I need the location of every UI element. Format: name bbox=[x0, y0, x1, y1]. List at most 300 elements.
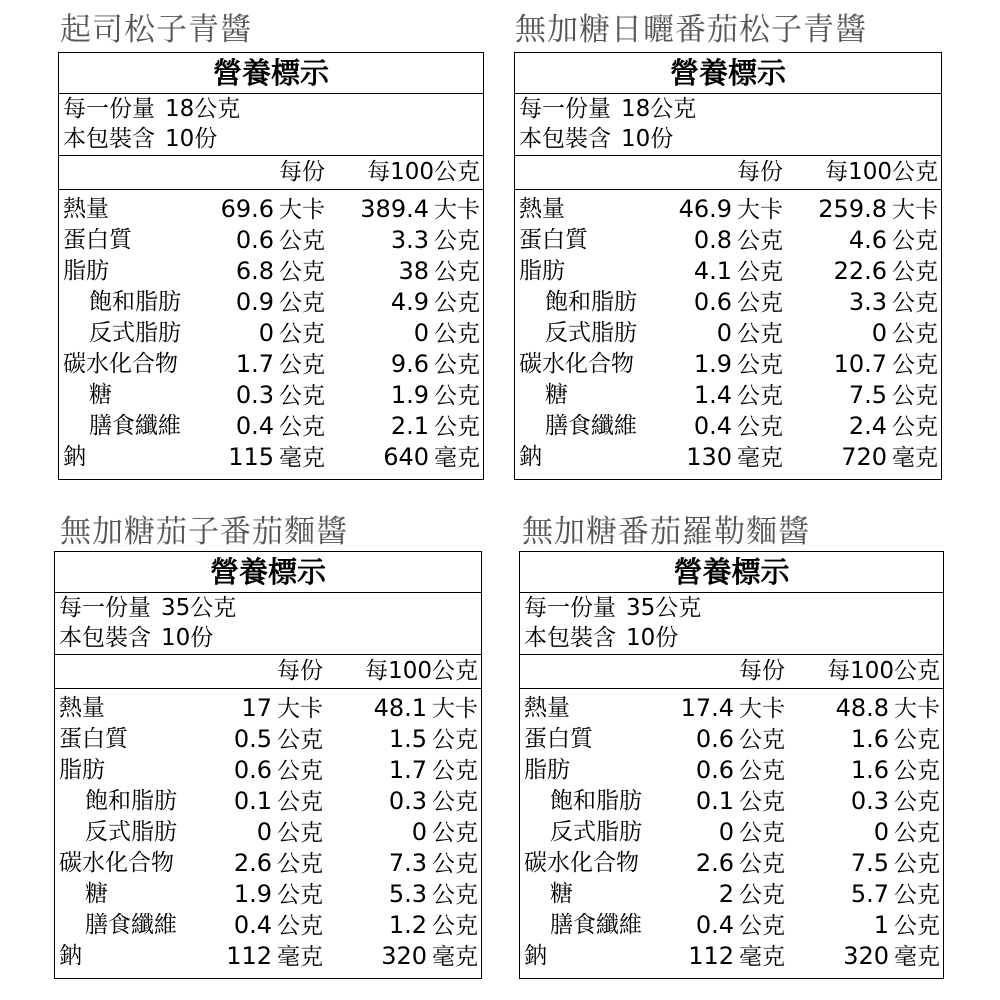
per-serving-unit: 公克 bbox=[737, 228, 783, 254]
per-100g-number: 320 bbox=[381, 942, 427, 970]
nutrient-row bbox=[520, 910, 943, 941]
per-serving-value bbox=[696, 786, 785, 818]
per-serving-number: 0.1 bbox=[695, 787, 734, 815]
per-serving-number: 4.1 bbox=[693, 257, 732, 285]
per-serving-value bbox=[259, 318, 325, 350]
per-100g-unit: 公克 bbox=[894, 882, 940, 908]
per-100g-value bbox=[383, 442, 480, 474]
per-100g-number: 2.4 bbox=[848, 412, 887, 440]
per-serving-number: 17.4 bbox=[680, 694, 734, 722]
per-100g-unit: 公克 bbox=[894, 851, 940, 877]
nutrition-header: 營養標示 bbox=[520, 552, 943, 593]
servings-per-pack-value: 10份 bbox=[165, 126, 218, 152]
product-title: 無加糖番茄羅勒麵醬 bbox=[522, 514, 810, 550]
per-serving-unit: 大卡 bbox=[739, 696, 785, 722]
nutrition-label-panel bbox=[54, 551, 482, 979]
per-100g-value bbox=[851, 724, 940, 756]
per-serving-unit: 公克 bbox=[739, 851, 785, 877]
per-serving-value bbox=[696, 848, 785, 880]
serving-size-row bbox=[59, 94, 483, 124]
per-serving-unit: 公克 bbox=[739, 913, 785, 939]
per-100g-number: 48.1 bbox=[373, 694, 427, 722]
serving-size-value: 18公克 bbox=[621, 96, 697, 122]
nutrient-row bbox=[59, 442, 483, 473]
nutrient-label: 鈉 bbox=[63, 444, 86, 470]
per-serving-value bbox=[717, 318, 783, 350]
per-serving-value bbox=[257, 817, 323, 849]
serving-size-row bbox=[515, 94, 941, 124]
per-100g-value bbox=[389, 786, 478, 818]
per-serving-value bbox=[234, 879, 323, 911]
product-title: 無加糖日曬番茄松子青醬 bbox=[515, 12, 867, 48]
per-serving-number: 0 bbox=[716, 319, 732, 347]
per-100g-number: 1.2 bbox=[388, 911, 427, 939]
per-100g-unit: 毫克 bbox=[894, 944, 940, 970]
per-100g-unit: 公克 bbox=[432, 820, 478, 846]
per-serving-unit: 公克 bbox=[279, 383, 325, 409]
per-100g-unit: 公克 bbox=[892, 259, 938, 285]
per-serving-number: 130 bbox=[686, 443, 732, 471]
column-per-serving: 每份 bbox=[279, 159, 325, 185]
per-100g-value bbox=[414, 318, 480, 350]
per-serving-unit: 公克 bbox=[739, 789, 785, 815]
per-100g-value bbox=[381, 941, 478, 973]
per-100g-unit: 公克 bbox=[894, 913, 940, 939]
per-100g-unit: 公克 bbox=[892, 414, 938, 440]
per-100g-number: 0 bbox=[413, 319, 429, 347]
per-serving-unit: 公克 bbox=[737, 352, 783, 378]
nutrient-row bbox=[55, 910, 481, 941]
nutrient-label: 飽和脂肪 bbox=[85, 788, 177, 814]
per-serving-number: 112 bbox=[226, 942, 272, 970]
per-100g-unit: 公克 bbox=[434, 414, 480, 440]
column-per-100g: 每100公克 bbox=[827, 658, 940, 684]
per-serving-value bbox=[719, 817, 785, 849]
per-serving-number: 0.4 bbox=[693, 412, 732, 440]
column-per-serving: 每份 bbox=[739, 658, 785, 684]
per-serving-number: 1.9 bbox=[233, 880, 272, 908]
per-serving-value bbox=[228, 442, 325, 474]
per-100g-number: 4.6 bbox=[848, 226, 887, 254]
per-serving-value bbox=[719, 879, 785, 911]
per-100g-unit: 公克 bbox=[894, 758, 940, 784]
per-100g-value bbox=[841, 442, 938, 474]
per-100g-number: 1.6 bbox=[850, 725, 889, 753]
nutrient-row bbox=[55, 817, 481, 848]
per-serving-value bbox=[694, 349, 783, 381]
per-serving-value bbox=[241, 693, 323, 725]
per-100g-value bbox=[849, 287, 938, 319]
nutrient-row bbox=[55, 693, 481, 724]
servings-per-pack-row bbox=[55, 623, 481, 653]
per-serving-unit: 公克 bbox=[739, 820, 785, 846]
per-100g-value bbox=[391, 349, 480, 381]
per-100g-unit: 公克 bbox=[434, 259, 480, 285]
nutrient-row bbox=[515, 318, 941, 349]
nutrient-row bbox=[59, 194, 483, 225]
per-100g-number: 4.9 bbox=[390, 288, 429, 316]
per-serving-value bbox=[236, 287, 325, 319]
per-100g-value bbox=[391, 225, 480, 257]
nutrition-label-panel bbox=[519, 551, 944, 979]
nutrient-label: 熱量 bbox=[524, 695, 570, 721]
per-serving-value bbox=[234, 910, 323, 942]
per-100g-value bbox=[398, 256, 480, 288]
per-100g-number: 5.7 bbox=[850, 880, 889, 908]
per-100g-value bbox=[851, 879, 940, 911]
per-serving-number: 0.6 bbox=[693, 288, 732, 316]
per-100g-unit: 公克 bbox=[434, 228, 480, 254]
nutrient-label: 飽和脂肪 bbox=[545, 289, 637, 315]
nutrient-label: 鈉 bbox=[519, 444, 542, 470]
per-100g-value bbox=[874, 910, 940, 942]
per-serving-value bbox=[226, 941, 323, 973]
per-serving-value bbox=[236, 411, 325, 443]
nutrient-row bbox=[55, 941, 481, 972]
per-serving-value bbox=[234, 848, 323, 880]
per-serving-number: 0.4 bbox=[695, 911, 734, 939]
per-100g-number: 9.6 bbox=[390, 350, 429, 378]
per-100g-number: 389.4 bbox=[360, 195, 429, 223]
per-serving-number: 17 bbox=[241, 694, 272, 722]
per-100g-unit: 公克 bbox=[894, 820, 940, 846]
per-serving-value bbox=[234, 724, 323, 756]
per-serving-unit: 公克 bbox=[739, 882, 785, 908]
per-serving-number: 2.6 bbox=[233, 849, 272, 877]
per-100g-unit: 公克 bbox=[892, 321, 938, 347]
serving-size-value: 35公克 bbox=[161, 595, 237, 621]
per-100g-unit: 公克 bbox=[894, 727, 940, 753]
servings-per-pack-value: 10份 bbox=[626, 625, 679, 651]
nutrient-row bbox=[59, 256, 483, 287]
nutrient-label: 鈉 bbox=[59, 943, 82, 969]
per-100g-number: 0 bbox=[411, 818, 427, 846]
per-serving-value bbox=[236, 349, 325, 381]
nutrition-label-panel bbox=[58, 52, 484, 480]
per-100g-number: 3.3 bbox=[848, 288, 887, 316]
per-serving-value bbox=[694, 411, 783, 443]
per-100g-value bbox=[391, 380, 480, 412]
nutrient-label: 糖 bbox=[89, 382, 112, 408]
nutrient-label: 糖 bbox=[550, 881, 573, 907]
per-100g-number: 0.3 bbox=[388, 787, 427, 815]
nutrient-row bbox=[520, 755, 943, 786]
per-100g-number: 720 bbox=[841, 443, 887, 471]
nutrient-row bbox=[59, 287, 483, 318]
nutrient-label: 反式脂肪 bbox=[89, 320, 181, 346]
nutrient-label: 反式脂肪 bbox=[85, 819, 177, 845]
column-per-100g: 每100公克 bbox=[367, 159, 480, 185]
per-serving-value bbox=[694, 256, 783, 288]
per-100g-number: 0 bbox=[871, 319, 887, 347]
nutrient-row bbox=[55, 848, 481, 879]
per-serving-number: 115 bbox=[228, 443, 274, 471]
nutrient-label: 熱量 bbox=[519, 196, 565, 222]
per-100g-number: 7.5 bbox=[850, 849, 889, 877]
nutrient-label: 飽和脂肪 bbox=[89, 289, 181, 315]
servings-per-pack-row bbox=[515, 124, 941, 154]
per-serving-number: 112 bbox=[688, 942, 734, 970]
nutrient-label: 反式脂肪 bbox=[545, 320, 637, 346]
column-header-row bbox=[520, 654, 943, 689]
servings-per-pack-value: 10份 bbox=[161, 625, 214, 651]
nutrient-row bbox=[515, 256, 941, 287]
servings-per-pack-value: 10份 bbox=[621, 126, 674, 152]
nutrient-label: 熱量 bbox=[63, 196, 109, 222]
per-100g-value bbox=[389, 724, 478, 756]
nutrient-row bbox=[59, 380, 483, 411]
per-100g-unit: 公克 bbox=[432, 789, 478, 815]
per-100g-unit: 毫克 bbox=[432, 944, 478, 970]
per-100g-number: 1.6 bbox=[850, 756, 889, 784]
nutrient-label: 碳水化合物 bbox=[59, 850, 174, 876]
per-100g-number: 48.8 bbox=[835, 694, 889, 722]
per-serving-unit: 公克 bbox=[279, 414, 325, 440]
per-serving-number: 1.7 bbox=[235, 350, 274, 378]
nutrient-row bbox=[515, 287, 941, 318]
nutrient-label: 反式脂肪 bbox=[550, 819, 642, 845]
per-serving-unit: 大卡 bbox=[277, 696, 323, 722]
nutrient-row bbox=[520, 693, 943, 724]
column-header-row bbox=[515, 155, 941, 190]
serving-size-label: 每一份量 bbox=[519, 96, 611, 122]
per-100g-number: 10.7 bbox=[833, 350, 887, 378]
per-serving-unit: 毫克 bbox=[279, 445, 325, 471]
per-100g-value bbox=[851, 755, 940, 787]
per-serving-number: 1.9 bbox=[693, 350, 732, 378]
per-100g-value bbox=[849, 380, 938, 412]
per-100g-number: 3.3 bbox=[390, 226, 429, 254]
per-serving-unit: 公克 bbox=[739, 727, 785, 753]
nutrient-label: 飽和脂肪 bbox=[550, 788, 642, 814]
per-100g-value bbox=[389, 848, 478, 880]
per-100g-value bbox=[389, 879, 478, 911]
servings-per-pack-label: 本包裝含 bbox=[59, 625, 151, 651]
per-100g-number: 0 bbox=[873, 818, 889, 846]
per-serving-number: 0.6 bbox=[235, 226, 274, 254]
per-serving-number: 0.8 bbox=[693, 226, 732, 254]
per-serving-unit: 毫克 bbox=[277, 944, 323, 970]
per-serving-unit: 公克 bbox=[737, 321, 783, 347]
per-100g-number: 640 bbox=[383, 443, 429, 471]
nutrient-label: 碳水化合物 bbox=[519, 351, 634, 377]
per-100g-value bbox=[834, 256, 938, 288]
servings-per-pack-row bbox=[520, 623, 943, 653]
per-100g-value bbox=[872, 318, 938, 350]
product-title: 起司松子青醬 bbox=[60, 12, 252, 48]
per-100g-value bbox=[818, 194, 938, 226]
column-header-row bbox=[59, 155, 483, 190]
nutrition-header: 營養標示 bbox=[59, 53, 483, 94]
per-100g-value bbox=[834, 349, 938, 381]
per-100g-value bbox=[836, 693, 940, 725]
nutrient-label: 蛋白質 bbox=[524, 726, 593, 752]
per-serving-unit: 公克 bbox=[277, 820, 323, 846]
per-100g-number: 7.3 bbox=[388, 849, 427, 877]
per-100g-number: 38 bbox=[398, 257, 429, 285]
per-serving-number: 2 bbox=[718, 880, 734, 908]
per-serving-number: 0.3 bbox=[235, 381, 274, 409]
nutrition-header: 營養標示 bbox=[55, 552, 481, 593]
per-serving-number: 2.6 bbox=[695, 849, 734, 877]
nutrient-row bbox=[59, 225, 483, 256]
per-100g-value bbox=[874, 817, 940, 849]
per-100g-value bbox=[851, 848, 940, 880]
column-header-row bbox=[55, 654, 481, 689]
per-serving-unit: 公克 bbox=[277, 913, 323, 939]
nutrient-row bbox=[520, 786, 943, 817]
nutrient-label: 糖 bbox=[85, 881, 108, 907]
nutrient-row bbox=[55, 724, 481, 755]
per-serving-number: 0.4 bbox=[235, 412, 274, 440]
nutrient-label: 脂肪 bbox=[519, 258, 565, 284]
per-serving-value bbox=[234, 786, 323, 818]
per-100g-value bbox=[849, 225, 938, 257]
servings-per-pack-label: 本包裝含 bbox=[63, 126, 155, 152]
per-serving-unit: 公克 bbox=[277, 882, 323, 908]
per-serving-value bbox=[236, 225, 325, 257]
per-100g-value bbox=[389, 755, 478, 787]
per-serving-value bbox=[696, 910, 785, 942]
per-100g-unit: 毫克 bbox=[434, 445, 480, 471]
nutrient-row bbox=[515, 194, 941, 225]
per-100g-number: 1 bbox=[873, 911, 889, 939]
per-serving-number: 46.9 bbox=[678, 195, 732, 223]
nutrient-row bbox=[55, 755, 481, 786]
per-serving-value bbox=[694, 287, 783, 319]
per-100g-unit: 毫克 bbox=[892, 445, 938, 471]
per-100g-value bbox=[374, 693, 478, 725]
per-100g-unit: 大卡 bbox=[892, 197, 938, 223]
per-100g-unit: 公克 bbox=[432, 727, 478, 753]
per-serving-value bbox=[696, 724, 785, 756]
per-serving-value bbox=[679, 194, 783, 226]
per-100g-unit: 公克 bbox=[892, 290, 938, 316]
per-100g-unit: 大卡 bbox=[432, 696, 478, 722]
per-serving-unit: 公克 bbox=[279, 228, 325, 254]
nutrient-row bbox=[55, 786, 481, 817]
per-serving-value bbox=[221, 194, 325, 226]
per-serving-unit: 毫克 bbox=[739, 944, 785, 970]
per-serving-number: 0.4 bbox=[233, 911, 272, 939]
per-serving-value bbox=[696, 755, 785, 787]
column-per-100g: 每100公克 bbox=[365, 658, 478, 684]
per-serving-unit: 公克 bbox=[277, 727, 323, 753]
per-serving-number: 0.6 bbox=[695, 756, 734, 784]
per-100g-number: 1.9 bbox=[390, 381, 429, 409]
per-serving-unit: 公克 bbox=[737, 259, 783, 285]
nutrient-row bbox=[515, 380, 941, 411]
per-100g-value bbox=[843, 941, 940, 973]
nutrient-row bbox=[520, 848, 943, 879]
serving-size-value: 18公克 bbox=[165, 96, 241, 122]
per-100g-number: 259.8 bbox=[818, 195, 887, 223]
nutrient-label: 脂肪 bbox=[524, 757, 570, 783]
nutrient-row bbox=[520, 879, 943, 910]
nutrient-label: 膳食纖維 bbox=[545, 413, 637, 439]
column-per-serving: 每份 bbox=[277, 658, 323, 684]
per-serving-unit: 公克 bbox=[277, 851, 323, 877]
per-100g-unit: 公克 bbox=[432, 882, 478, 908]
per-100g-unit: 公克 bbox=[892, 228, 938, 254]
per-serving-number: 1.4 bbox=[693, 381, 732, 409]
servings-per-pack-label: 本包裝含 bbox=[519, 126, 611, 152]
nutrient-row bbox=[59, 318, 483, 349]
servings-per-pack-row bbox=[59, 124, 483, 154]
per-100g-number: 320 bbox=[843, 942, 889, 970]
nutrient-label: 鈉 bbox=[524, 943, 547, 969]
per-serving-unit: 公克 bbox=[277, 758, 323, 784]
nutrient-row bbox=[515, 349, 941, 380]
nutrient-row bbox=[515, 442, 941, 473]
per-serving-number: 6.8 bbox=[235, 257, 274, 285]
nutrient-label: 膳食纖維 bbox=[550, 912, 642, 938]
per-serving-unit: 公克 bbox=[279, 352, 325, 378]
product-title: 無加糖茄子番茄麵醬 bbox=[60, 514, 348, 550]
per-100g-value bbox=[851, 786, 940, 818]
nutrient-row bbox=[59, 411, 483, 442]
nutrition-label-panel bbox=[514, 52, 942, 480]
nutrient-row bbox=[520, 941, 943, 972]
nutrient-label: 脂肪 bbox=[63, 258, 109, 284]
per-100g-value bbox=[412, 817, 478, 849]
nutrient-label: 熱量 bbox=[59, 695, 105, 721]
per-100g-unit: 大卡 bbox=[434, 197, 480, 223]
serving-size-row bbox=[55, 593, 481, 623]
per-serving-unit: 公克 bbox=[739, 758, 785, 784]
per-100g-value bbox=[391, 287, 480, 319]
per-100g-unit: 公克 bbox=[434, 321, 480, 347]
per-100g-number: 22.6 bbox=[833, 257, 887, 285]
per-100g-value bbox=[389, 910, 478, 942]
nutrient-row bbox=[515, 225, 941, 256]
per-serving-number: 0.1 bbox=[233, 787, 272, 815]
per-serving-unit: 大卡 bbox=[279, 197, 325, 223]
per-100g-unit: 公克 bbox=[892, 352, 938, 378]
per-serving-number: 0 bbox=[718, 818, 734, 846]
per-100g-number: 1.7 bbox=[388, 756, 427, 784]
nutrient-label: 蛋白質 bbox=[63, 227, 132, 253]
per-serving-number: 0.9 bbox=[235, 288, 274, 316]
per-serving-value bbox=[694, 380, 783, 412]
column-per-serving: 每份 bbox=[737, 159, 783, 185]
per-serving-value bbox=[234, 755, 323, 787]
per-serving-value bbox=[236, 256, 325, 288]
nutrient-row bbox=[55, 879, 481, 910]
serving-size-label: 每一份量 bbox=[524, 595, 616, 621]
nutrient-label: 膳食纖維 bbox=[85, 912, 177, 938]
per-100g-number: 0.3 bbox=[850, 787, 889, 815]
per-100g-unit: 公克 bbox=[432, 758, 478, 784]
nutrient-label: 碳水化合物 bbox=[63, 351, 178, 377]
serving-size-label: 每一份量 bbox=[59, 595, 151, 621]
per-serving-value bbox=[688, 941, 785, 973]
per-serving-unit: 公克 bbox=[277, 789, 323, 815]
per-serving-unit: 公克 bbox=[279, 259, 325, 285]
per-100g-unit: 公克 bbox=[432, 851, 478, 877]
per-serving-unit: 公克 bbox=[279, 321, 325, 347]
per-100g-unit: 公克 bbox=[892, 383, 938, 409]
per-serving-unit: 公克 bbox=[279, 290, 325, 316]
nutrient-row bbox=[515, 411, 941, 442]
per-serving-unit: 公克 bbox=[737, 414, 783, 440]
per-serving-unit: 公克 bbox=[737, 383, 783, 409]
per-100g-unit: 公克 bbox=[432, 913, 478, 939]
per-100g-number: 7.5 bbox=[848, 381, 887, 409]
per-100g-value bbox=[360, 194, 480, 226]
per-100g-number: 1.5 bbox=[388, 725, 427, 753]
per-100g-unit: 公克 bbox=[894, 789, 940, 815]
